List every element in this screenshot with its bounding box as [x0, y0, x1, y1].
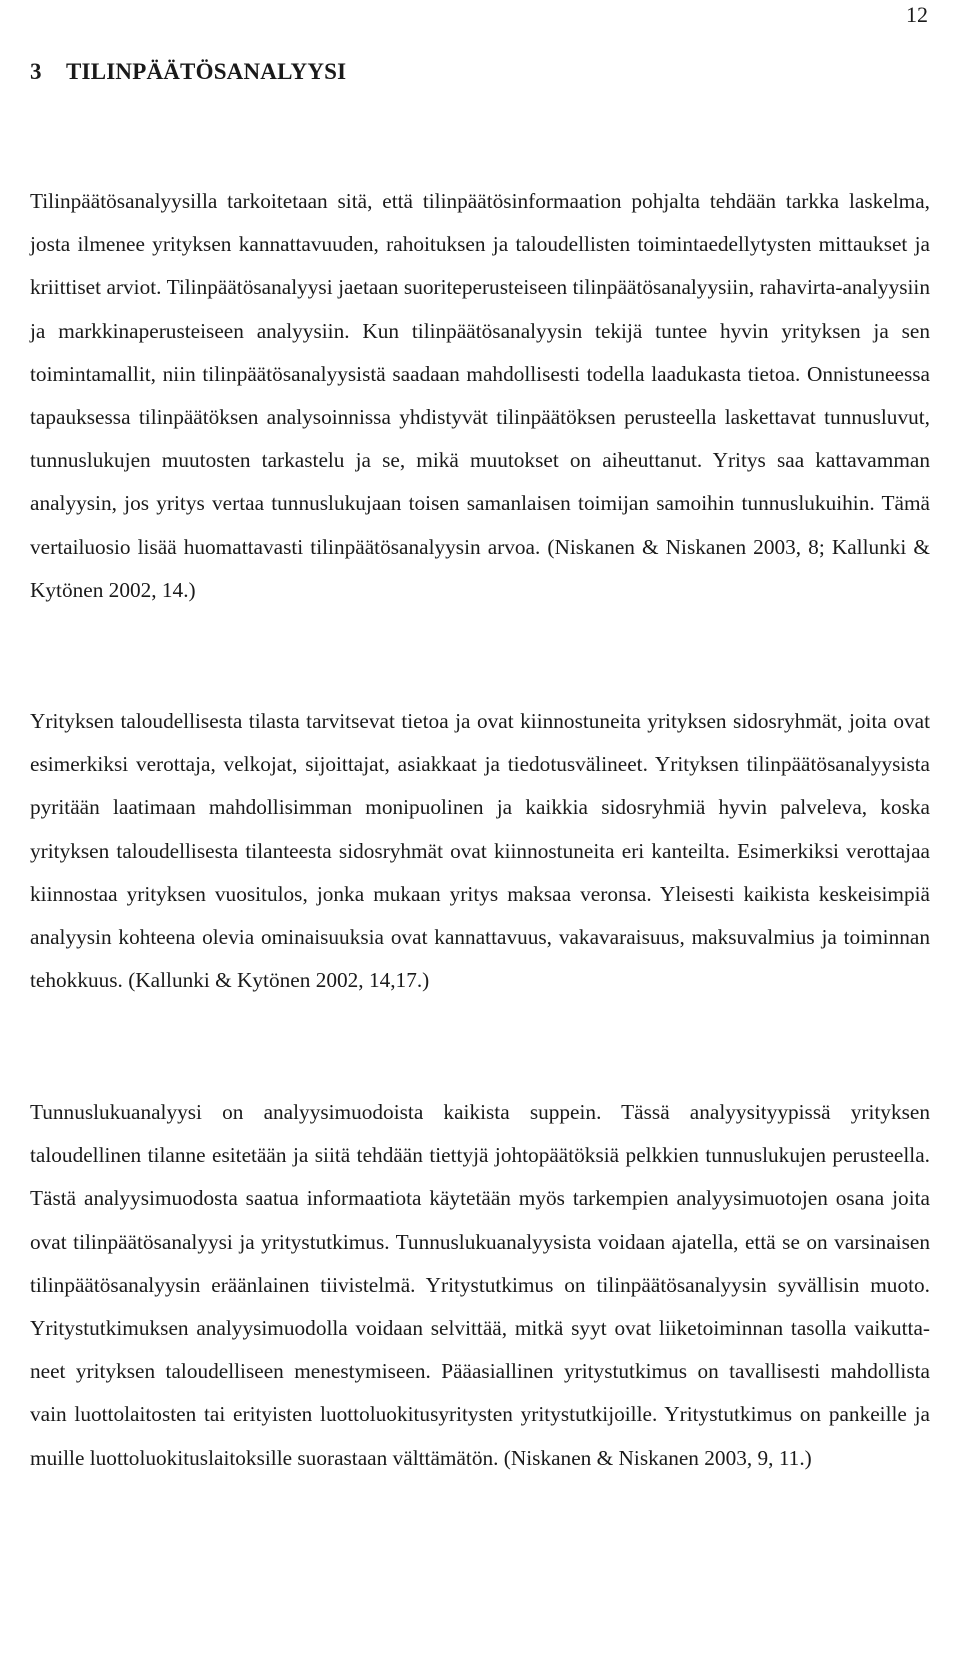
page-number: 12 — [906, 2, 928, 27]
paragraph-sidosryhmat: Yrityksen taloudellisesta tilasta tarvitsevat tietoa ja ovat kiinnostuneita yrityksen sidosryhmät, joita ovat esimerkiksi verottaja, velkojat, sijoittajat, asiakkaat ja tiedotusvälineet. Yrityksen tilinpäätösanalyysista pyritään laatimaan mahdollisimman monipuolinen ja kaikkia sidosryhmiä hyvin palveleva, koska yrityksen taloudellisesta tilanteesta sidosryhmät ovat kiinnostuneita eri kanteilta. Esimerkiksi verottajaa kiinnostaa yrityksen vuositulos, jonka mukaan yritys maksaa veronsa. Yleisesti kaikista keskeisimpiä analyysin kohteena olevia ominaisuuksia ovat kannattavuus, vakavaraisuus, maksuvalmius ja toiminnan tehokkuus. (Kallunki & Kytönen 2002, 14,17.) — [30, 709, 930, 993]
chapter-heading — [30, 58, 346, 86]
chapter-number: 3 — [30, 59, 42, 84]
chapter-title: TILINPÄÄTÖSANALYYSI — [66, 59, 347, 84]
paragraph-tilinpaatosanalyysi-definition: Tilinpäätösanalyysilla tarkoitetaan sitä, että tilinpäätösinformaation pohjalta tehdään tarkka laskelma, josta ilmenee yrityksen kannattavuuden, rahoituksen ja taloudellisten toimintaedellytysten mittaukset ja kriittiset arviot. Tilinpäätösanalyysi jaetaan suoriteperusteiseen tilinpäätösanalyysiin, rahavirta-analyysiin ja markkinaperusteiseen analyysiin. Kun tilinpäätösanalyysin tekijä tuntee hyvin yrityksen ja sen toimintamallit, niin tilinpäätösanalyysistä saadaan mahdollisesti todella laadukasta tietoa. Onnistuneessa tapauksessa tilinpäätöksen analysoinnissa yhdistyvät tilinpäätöksen perusteella laskettavat tunnusluvut, tunnuslukujen muutosten tarkastelu ja se, mikä muutokset on aiheuttanut. Yritys saa kattavamman analyysin, jos yritys vertaa tunnuslukujaan toisen samanlaisen toimijan samoihin tunnuslukuihin. Tämä vertailuosio lisää huomattavasti tilinpäätösanalyysin arvoa. (Niskanen & Niskanen 2003, 8; Kallunki & Kytönen 2002, 14.) — [30, 189, 930, 602]
paragraph-tunnuslukuanalyysi: Tunnuslukuanalyysi on analyysimuodoista kaikista suppein. Tässä analyysityypissä yrityksen taloudellinen tilanne esitetään ja siitä tehdään tiettyjä johtopäätöksiä pelkkien tunnuslukujen perusteella. Tästä analyysimuodosta saatua informaatiota käytetään myös tarkempien analyysimuotojen osana joita ovat tilinpäätösanalyysi ja yritystutkimus. Tunnuslukuanalyysista voidaan ajatella, että se on varsinaisen tilinpäätösanalyysin eräänlainen tiivistelmä. Yritystutkimus on tilinpäätösanalyysin syvällisin muoto. Yritystutkimuksen analyysimuodolla voidaan selvittää, mitkä syyt ovat liiketoiminnan tasolla vaikuttaneet yrityksen taloudelliseen menestymiseen. Pääasiallinen yritystutkimus on tavallisesti mahdollista vain luottolaitosten tai erityisten luottoluokitusyritysten yritystutkijoille. Yritystutkimus on pankeille ja muille luottoluokituslaitoksille suorastaan välttämätön. (Niskanen & Niskanen 2003, 9, 11.) — [30, 1100, 930, 1470]
